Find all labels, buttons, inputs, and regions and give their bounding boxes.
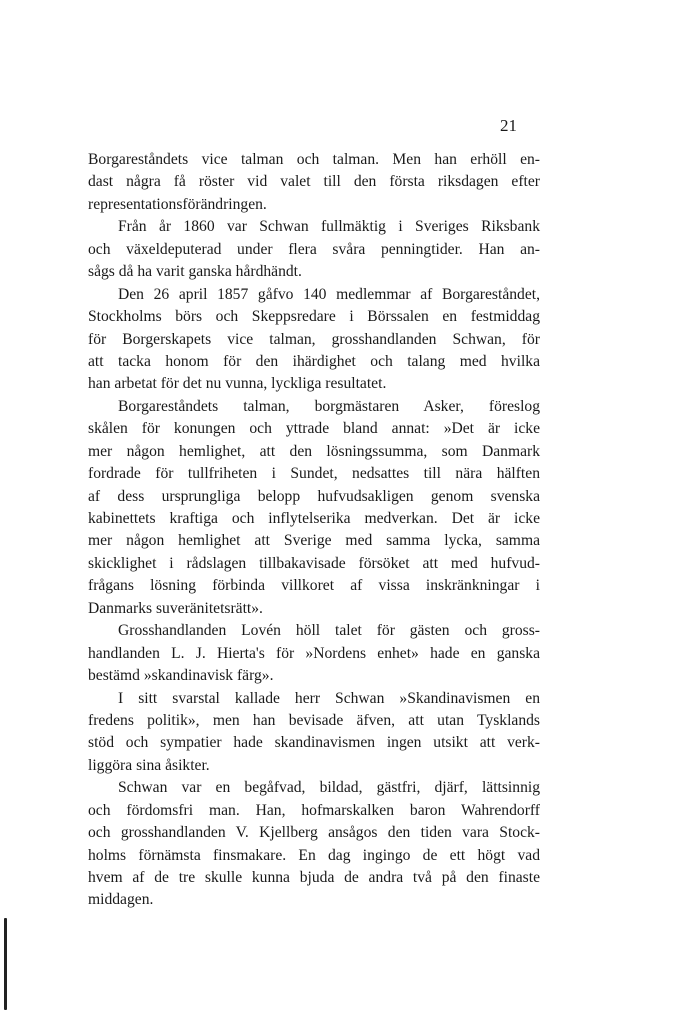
text-line: frågans lösning förbinda villkoret af vissa inskränkningar i: [88, 577, 540, 595]
page-number: 21: [500, 116, 517, 135]
text-line: och grosshandlanden V. Kjellberg ansågos den tiden vara Stock-: [88, 824, 540, 842]
text-line: kabinettets kraftiga och inflytelserika medverkan. Det är icke: [88, 510, 540, 527]
text-line: Schwan var en begåfvad, bildad, gästfri, djärf, lättsinnig: [118, 779, 540, 797]
text-line: I sitt svarstal kallade herr Schwan »Skandinavismen en: [118, 689, 540, 707]
text-line: af dess ursprungliga belopp hufvudsakligen genom svenska: [88, 487, 540, 505]
text-line: fordrade för tullfriheten i Sundet, nedsattes till nära hälften: [88, 465, 540, 483]
text-line: bestämd »skandinavisk färg».: [88, 667, 274, 685]
text-line: och fördomsfri man. Han, hofmarskalken baron Wahrendorff: [88, 801, 540, 819]
text-line: Stockholms börs och Skeppsredare i Börssalen en festmiddag: [88, 308, 540, 326]
text-line: Danmarks suveränitetsrätt».: [88, 599, 263, 617]
text-line: skicklighet i rådslagen tillbakavisade försöket att med hufvud-: [88, 554, 540, 572]
text-line: representationsförändringen.: [88, 195, 267, 213]
binding-edge-mark: [4, 918, 7, 1010]
text-line: handlanden L. J. Hierta's för »Nordens enhet» hade en ganska: [88, 644, 540, 662]
text-line: han arbetat för det nu vunna, lyckliga resultatet.: [88, 375, 387, 393]
text-line: dast några få röster vid valet till den första riksdagen efter: [88, 173, 540, 191]
text-line: Från år 1860 var Schwan fullmäktig i Sveriges Riksbank: [118, 218, 540, 236]
text-line: mer någon hemlighet att Sverige med samma lycka, samma: [88, 532, 540, 550]
text-line: middagen.: [88, 891, 154, 909]
text-line: fredens politik», men han bevisade äfven, att utan Tysklands: [88, 711, 540, 729]
text-line: holms förnämsta finsmakare. En dag ingingo de ett högt vad: [88, 846, 540, 864]
text-line: för Borgerskapets vice talman, grosshandlanden Schwan, för: [88, 330, 540, 348]
text-line: mer någon hemlighet, att den lösningssumma, som Danmark: [88, 442, 540, 460]
text-line: och växeldeputerad under flera svåra penningtider. Han an-: [88, 240, 540, 258]
text-line: Den 26 april 1857 gåfvo 140 medlemmar af Borgareståndet,: [118, 285, 540, 303]
text-line: Grosshandlanden Lovén höll talet för gästen och gross-: [118, 622, 540, 640]
text-line: hvem af de tre skulle kunna bjuda de andra två på den finaste: [88, 869, 540, 886]
text-line: Borgareståndets talman, borgmästaren Asker, föreslog: [118, 397, 540, 415]
text-line: skålen för konungen och yttrade bland annat: »Det är icke: [88, 420, 540, 438]
text-line: liggöra sina åsikter.: [88, 756, 210, 774]
body-text: [88, 149, 540, 912]
text-line: att tacka honom för den ihärdighet och talang med hvilka: [88, 352, 540, 370]
text-line: sågs då ha varit ganska hårdhändt.: [88, 263, 302, 281]
text-line: stöd och sympatier hade skandinavismen ingen utsikt att verk-: [88, 734, 540, 752]
text-line: Borgareståndets vice talman och talman. Men han erhöll en-: [88, 151, 540, 168]
